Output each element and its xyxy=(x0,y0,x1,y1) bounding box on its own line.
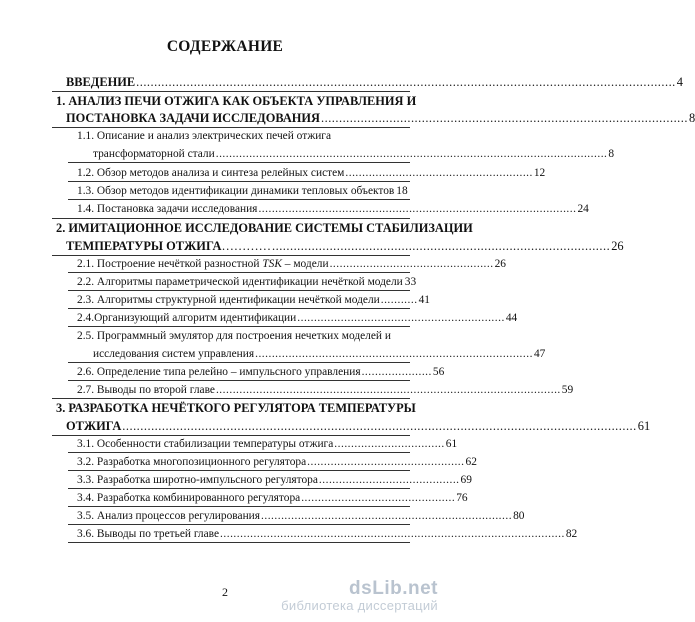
separator-line xyxy=(52,435,410,436)
toc-page-number: 82 xyxy=(565,528,578,540)
toc-section-3-3[interactable] xyxy=(77,473,472,487)
leader-dots: ........... xyxy=(380,294,418,306)
leader-dots: ...................................................................................................... xyxy=(321,111,688,125)
toc-entry-text: 2.2. Алгоритмы параметрической идентификации нечёткой модели xyxy=(77,276,403,288)
toc-entry-text: ОТЖИГА xyxy=(66,419,122,433)
toc-entry-text: 3. РАЗРАБОТКА НЕЧЁТКОГО РЕГУЛЯТОРА ТЕМПЕРАТУРЫ xyxy=(56,401,416,415)
separator-line xyxy=(52,218,410,219)
toc-page-number: 56 xyxy=(432,366,445,378)
toc-entry-text: 1.4. Постановка задачи исследования xyxy=(77,203,258,215)
toc-section-2-2[interactable] xyxy=(77,275,417,289)
toc-page-number: 69 xyxy=(460,474,472,486)
toc-section-2-4[interactable] xyxy=(77,311,518,325)
leader-dots: ............................................... xyxy=(307,456,465,468)
toc-entry-text: 2. ИМИТАЦИОННОЕ ИССЛЕДОВАНИЕ СИСТЕМЫ СТАБИЛИЗАЦИИ xyxy=(56,221,473,235)
watermark xyxy=(281,578,438,613)
watermark-tagline: библиотека диссертаций xyxy=(281,598,438,613)
leader-dots: ....................................................................................................... xyxy=(220,528,565,540)
toc-page-number: 8 xyxy=(608,148,615,160)
toc-chapter-1[interactable] xyxy=(56,94,416,108)
toc-page-number: 12 xyxy=(533,167,546,179)
toc-section-2-6[interactable] xyxy=(77,365,445,379)
toc-entry-intro[interactable] xyxy=(66,75,683,89)
leader-dots: ........................................................ xyxy=(345,167,533,179)
page-title: СОДЕРЖАНИЕ xyxy=(166,38,284,55)
separator-line xyxy=(68,326,410,327)
toc-entry-text: ВВЕДЕНИЕ xyxy=(66,75,136,89)
leader-dots: .............................................. xyxy=(301,492,456,504)
toc-page-number: 44 xyxy=(505,312,518,324)
toc-section-3-4[interactable] xyxy=(77,491,468,505)
toc-entry-text: 1.3. Обзор методов идентификации динамики тепловых объектов xyxy=(77,185,395,197)
toc-section-3-2[interactable] xyxy=(77,455,477,469)
toc-section-2-5[interactable] xyxy=(77,329,391,343)
toc-entry-text: 3.4. Разработка комбинированного регулятора xyxy=(77,492,301,504)
leader-dots: ............................................................................................... xyxy=(258,203,577,215)
toc-chapter-1-cont[interactable] xyxy=(66,111,695,125)
leader-dots: ..................... xyxy=(361,366,432,378)
toc-page-number: 26 xyxy=(494,258,506,270)
leader-dots: .............................................................................................. xyxy=(272,239,611,253)
separator-line xyxy=(68,181,410,182)
separator-line xyxy=(68,506,410,507)
separator-line xyxy=(52,127,410,128)
toc-section-1-3[interactable] xyxy=(77,184,408,198)
toc-chapter-3-cont[interactable] xyxy=(66,419,651,433)
toc-entry-text: 1.2. Обзор методов анализа и синтеза релейных систем xyxy=(77,167,345,179)
leader-dots: .......................................... xyxy=(318,474,460,486)
leader-dots: ........................................................................... xyxy=(261,510,513,522)
separator-line xyxy=(52,398,410,399)
toc-page-number: 41 xyxy=(418,294,430,306)
toc-entry-text: ПОСТАНОВКА ЗАДАЧИ ИССЛЕДОВАНИЯ xyxy=(66,111,320,125)
separator-line xyxy=(68,272,410,273)
toc-section-2-7[interactable] xyxy=(77,383,574,397)
leader-dots: .............................................................. xyxy=(297,312,505,324)
toc-section-1-1-cont[interactable] xyxy=(93,147,615,161)
toc-page-number: 76 xyxy=(456,492,468,504)
toc-page-number: 47 xyxy=(533,348,546,360)
toc-section-2-1[interactable] xyxy=(77,257,506,271)
toc-section-1-2[interactable] xyxy=(77,166,546,180)
separator-line xyxy=(52,91,410,92)
toc-chapter-3[interactable] xyxy=(56,401,416,415)
toc-entry-text: 2.3. Алгоритмы структурной идентификации нечёткой модели xyxy=(77,294,380,306)
separator-line xyxy=(68,380,410,381)
toc-page-number: 26 xyxy=(611,239,624,253)
leader-dots: ..................................................................................................................... xyxy=(215,148,608,160)
separator-line xyxy=(68,290,410,291)
toc-page-number: 8 xyxy=(688,111,695,125)
leader-dots: ................................................. xyxy=(329,258,494,270)
toc-entry-text: 2.7. Выводы по второй главе xyxy=(77,384,215,396)
toc-page-number: 80 xyxy=(513,510,525,522)
toc-page-number: 18 xyxy=(396,185,408,197)
toc-entry-text: 2.5. Программный эмулятор для построения нечетких моделей и xyxy=(77,330,391,342)
toc-entry-text: 3.3. Разработка широтно-импульсного регулятора xyxy=(77,474,318,486)
toc-section-1-4[interactable] xyxy=(77,202,589,216)
leader-dots: ...................................................................................................................................................... xyxy=(136,75,676,89)
toc-entry-text: трансформаторной стали xyxy=(93,148,215,160)
toc-entry-text: 3.6. Выводы по третьей главе xyxy=(77,528,220,540)
toc-page-number: 61 xyxy=(637,419,651,433)
toc-entry-text: 2.1. Построение нечёткой разностной TSK – модели xyxy=(77,258,329,270)
toc-entry-text: исследования систем управления xyxy=(93,348,255,360)
toc-entry-text: 2.6. Определение типа релейно – импульсного управления xyxy=(77,366,361,378)
leader-dots: ....................................................................................................... xyxy=(215,384,561,396)
toc-entry-text: 3.2. Разработка многопозиционного регулятора xyxy=(77,456,307,468)
page-number: 2 xyxy=(222,585,228,599)
toc-entry-text: 2.4.Организующий алгоритм идентификации xyxy=(77,312,297,324)
toc-page-number: 62 xyxy=(465,456,477,468)
separator-line xyxy=(68,542,410,543)
separator-line xyxy=(68,488,410,489)
toc-entry-text: 3.5. Анализ процессов регулирования xyxy=(77,510,260,522)
separator-line xyxy=(68,362,410,363)
toc-section-3-5[interactable] xyxy=(77,509,525,523)
toc-chapter-2[interactable] xyxy=(56,221,473,235)
watermark-brand: dsLib.net xyxy=(349,578,438,599)
toc-page-number: 33 xyxy=(404,276,417,288)
toc-entry-ellipsis: ………… xyxy=(221,239,271,253)
toc-section-2-3[interactable] xyxy=(77,293,430,307)
toc-page-number: 59 xyxy=(561,384,574,396)
leader-dots: ................................................................................... xyxy=(255,348,533,360)
separator-line xyxy=(68,162,410,163)
leader-dots: ................................. xyxy=(334,438,445,450)
separator-line xyxy=(68,470,410,471)
separator-line xyxy=(68,199,410,200)
toc-entry-text: ТЕМПЕРАТУРЫ ОТЖИГА xyxy=(66,239,222,253)
separator-line xyxy=(68,524,410,525)
toc-page-number: 61 xyxy=(445,438,458,450)
toc-entry-text: 3.1. Особенности стабилизации температуры отжига xyxy=(77,438,334,450)
toc-section-3-1[interactable] xyxy=(77,437,458,451)
separator-line xyxy=(68,452,410,453)
toc-chapter-2-cont[interactable] xyxy=(66,239,624,253)
toc-section-2-5-cont[interactable] xyxy=(93,347,546,361)
toc-entry-text: 1. АНАЛИЗ ПЕЧИ ОТЖИГА КАК ОБЪЕКТА УПРАВЛЕНИЯ И xyxy=(56,94,417,108)
toc-page-number: 24 xyxy=(577,203,589,215)
toc-entry-text: 1.1. Описание и анализ электрических печей отжига xyxy=(77,130,332,142)
toc-page-number: 4 xyxy=(676,75,683,89)
toc-section-1-1[interactable] xyxy=(77,129,331,143)
separator-line xyxy=(68,308,410,309)
leader-dots: ............................................................................................................................................... xyxy=(122,419,637,433)
separator-line xyxy=(52,255,410,256)
toc-section-3-6[interactable] xyxy=(77,527,578,541)
